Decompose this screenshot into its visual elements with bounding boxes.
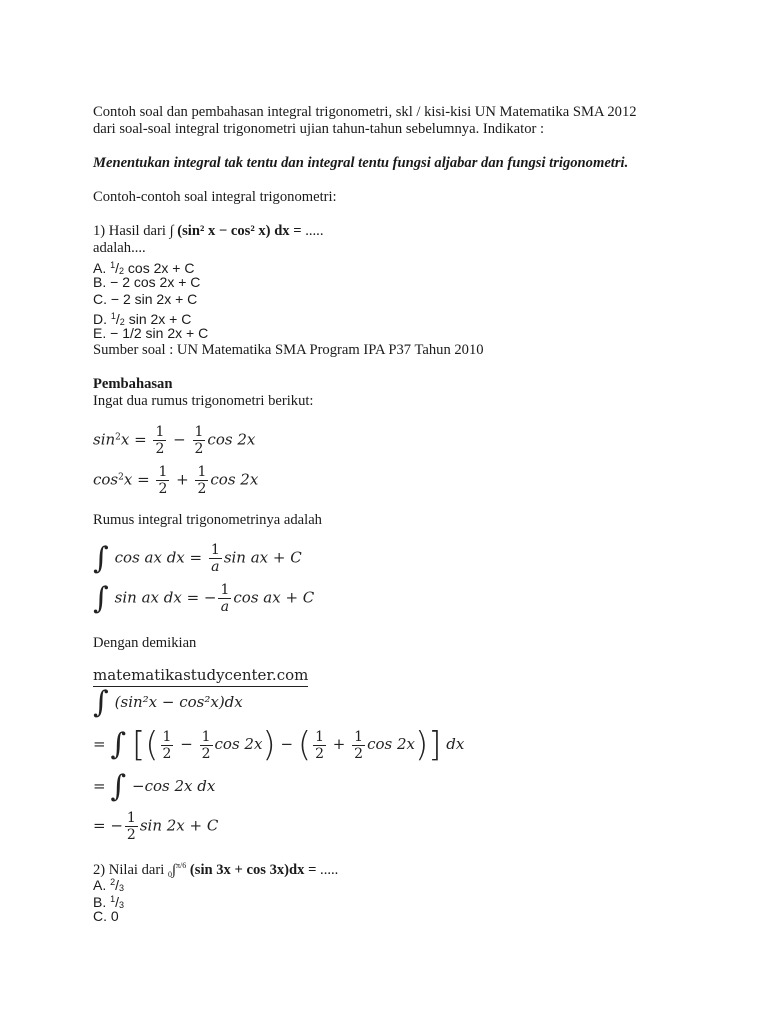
integral-icon: ∫	[93, 685, 109, 720]
step-1: = ∫ [( $\frac{1}{2}$ − $\frac{1}{2}$ cos 2x) − ( $\frac{1}{2}$ + $\frac{1}{2}$ cos 2x)] dx	[93, 725, 465, 765]
indicator-text: Menentukan integral tak tentu dan integral tentu fungsi aljabar dan fungsi trigonometri.	[93, 155, 629, 171]
question-1	[93, 223, 323, 240]
step-2: = ∫ −cos 2x dx	[93, 769, 216, 804]
rule-integral-sin: ∫ sin ax dx = − $\frac{1}{a}$ cos ax + C	[93, 580, 315, 616]
question-2: 2) Nilai dari $_0$∫$^{\pi/6}$ (sin 3x + cos 3x)dx = .....	[93, 861, 339, 879]
integral-icon: ∫	[110, 727, 126, 762]
solution-heading: Pembahasan	[93, 376, 173, 392]
intro-line-1: Contoh soal dan pembahasan integral trigonometri, skl / kisi-kisi UN Matematika SMA 2012	[93, 104, 637, 120]
watermark-site: matematikastudycenter.com	[93, 666, 308, 687]
question-1-prefix: 1) Hasil dari	[93, 223, 170, 239]
integral-icon: ∫	[110, 769, 126, 804]
integral-icon: ∫	[169, 223, 174, 239]
question-1-dots: .....	[305, 223, 324, 239]
identity-cos-squared: $\cos^2x$ = $\frac{1}{2}$ + $\frac{1}{2}$ cos 2x	[93, 464, 259, 497]
question-1-line-2: adalah....	[93, 240, 146, 256]
option-d: D. $^1/_2$ sin 2x + C	[93, 311, 192, 327]
rule-integral-cos: ∫ cos ax dx = $\frac{1}{a}$ sin ax + C	[93, 540, 302, 576]
integral-icon: ∫	[171, 862, 176, 878]
q2-option-a: A. $^2/_3$	[93, 877, 125, 893]
step-3: = − $\frac{1}{2}$ sin 2x + C	[93, 810, 219, 843]
integral-icon: ∫	[93, 540, 109, 576]
fraction-one-half: $^1/_2$	[110, 311, 125, 327]
q2-option-b: B. $^1/_3$	[93, 894, 125, 910]
option-c: C. − 2 sin 2x + C	[93, 291, 198, 307]
integral-icon: ∫	[93, 580, 109, 616]
fraction-one-half: $^1/_2$	[110, 260, 125, 276]
therefore-text: Dengan demikian	[93, 635, 197, 651]
option-e: E. − 1/2 sin 2x + C	[93, 325, 209, 341]
question-1-source: Sumber soal : UN Matematika SMA Program IPA P37 Tahun 2010	[93, 342, 484, 358]
examples-heading: Contoh-contoh soal integral trigonometri:	[93, 189, 337, 205]
identity-sin-squared: $\sin^2x$ = $\frac{1}{2}$ − $\frac{1}{2}$ cos 2x	[93, 424, 256, 457]
q2-option-c: C. 0	[93, 908, 119, 924]
solution-recall: Ingat dua rumus trigonometri berikut:	[93, 393, 314, 409]
option-a: A. $^1/_2$ cos 2x + C	[93, 260, 195, 276]
question-1-expression: (sin² x − cos² x) dx =	[177, 223, 306, 239]
intro-line-2: dari soal-soal integral trigonometri ujian tahun-tahun sebelumnya. Indikator :	[93, 121, 545, 137]
rule-intro: Rumus integral trigonometrinya adalah	[93, 512, 322, 528]
option-b: B. − 2 cos 2x + C	[93, 274, 201, 290]
step-0: ∫ (sin²x − cos²x)dx	[93, 685, 243, 720]
